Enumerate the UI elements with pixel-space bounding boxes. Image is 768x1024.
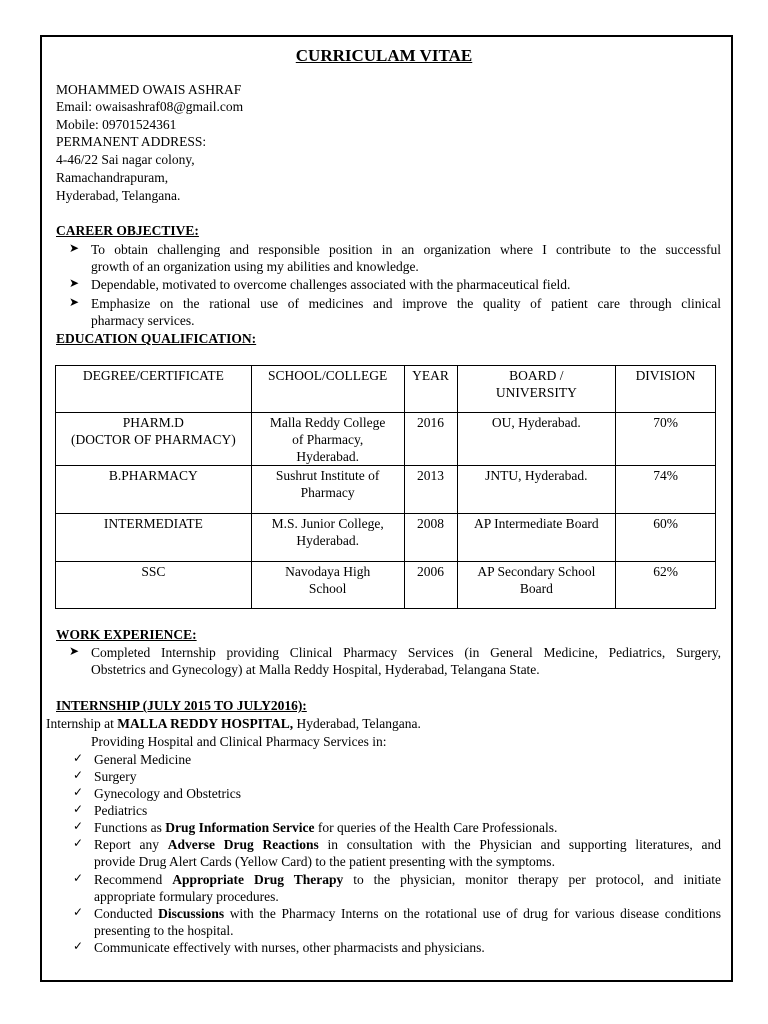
table-cell: [404, 562, 457, 609]
service-item: [94, 871, 721, 905]
hospital-name: MALLA REDDY HOSPITAL,: [117, 716, 294, 731]
arrow-bullet-icon: ➤: [69, 644, 80, 658]
work-item-line: Obstetrics and Gynecology) at Malla Reddy Hospital, Hyderabad, Telangana State.: [91, 662, 540, 677]
address-line: Hyderabad, Telangana.: [56, 188, 181, 203]
objective-item-line: To obtain challenging and responsible position in an organization where I contribute to the successful: [91, 242, 721, 257]
text-span: to the physician, monitor therapy per protocol, and initiate: [343, 872, 721, 887]
internship-heading: INTERNSHIP (JULY 2015 TO JULY2016):: [56, 698, 307, 713]
header-cell: [404, 366, 457, 413]
checkmark-icon: ✓: [73, 905, 84, 919]
arrow-bullet-icon: ➤: [69, 295, 80, 309]
cell-text: AP Intermediate Board: [473, 516, 599, 531]
service-item: Gynecology and Obstetrics: [94, 786, 241, 801]
service-item-line: [94, 871, 721, 888]
table-cell: [404, 413, 457, 466]
header-cell: [251, 366, 404, 413]
email-line: Email: owaisashraf08@gmail.com: [56, 99, 244, 114]
cell-text: AP Secondary School: [477, 564, 596, 579]
header-text: SCHOOL/COLLEGE: [268, 368, 388, 383]
header-text: DEGREE/CERTIFICATE: [82, 368, 224, 383]
objective-item: [91, 241, 721, 275]
header-text: YEAR: [412, 368, 449, 383]
header-cell: [56, 366, 252, 413]
document-title: CURRICULAM VITAE: [295, 46, 473, 65]
table-cell: [616, 514, 716, 562]
table-cell: [404, 466, 457, 514]
cell-text: OU, Hyderabad.: [491, 415, 581, 430]
service-item: [94, 819, 557, 836]
table-cell: [616, 562, 716, 609]
service-item: Pediatrics: [94, 803, 148, 818]
header-text: DIVISION: [635, 368, 696, 383]
cell-text: PHARM.D: [122, 415, 184, 430]
table-cell: [251, 562, 404, 609]
internship-location-line: [46, 715, 421, 732]
checkmark-icon: ✓: [73, 751, 84, 765]
table-cell: [251, 413, 404, 466]
table-cell: [56, 413, 252, 466]
education-heading: EDUCATION QUALIFICATION:: [56, 331, 257, 346]
service-item: [94, 905, 721, 939]
table-cell: [251, 466, 404, 514]
candidate-name: MOHAMMED OWAIS ASHRAF: [56, 82, 242, 97]
table-cell: [457, 413, 616, 466]
work-experience-heading: WORK EXPERIENCE:: [56, 627, 197, 642]
objective-item-line: Emphasize on the rational use of medicines and improve the quality of patient care through clinical: [91, 296, 721, 311]
bold-phrase: Adverse Drug Reactions: [167, 837, 319, 852]
address-label: PERMANENT ADDRESS:: [56, 134, 207, 149]
objective-item: [91, 295, 721, 329]
cell-text: (DOCTOR OF PHARMACY): [70, 432, 236, 447]
address-line: 4-46/22 Sai nagar colony,: [56, 152, 195, 167]
objective-item-line: growth of an organization using my abilities and knowledge.: [91, 259, 419, 274]
table-row: [56, 514, 716, 562]
cell-text: INTERMEDIATE: [103, 516, 203, 531]
cell-text: 70%: [653, 415, 678, 430]
internship-services-intro: Providing Hospital and Clinical Pharmacy Services in:: [91, 734, 387, 749]
table-cell: [56, 562, 252, 609]
mobile-line: Mobile: 09701524361: [56, 117, 177, 132]
service-item-line: appropriate formulary procedures.: [94, 889, 279, 904]
address-line: Ramachandrapuram,: [56, 170, 169, 185]
cell-text: Hyderabad.: [296, 533, 359, 548]
table-cell: [457, 562, 616, 609]
table-row: [56, 413, 716, 466]
service-item: Surgery: [94, 769, 137, 784]
checkmark-icon: ✓: [73, 785, 84, 799]
objective-item-line: pharmacy services.: [91, 313, 195, 328]
service-item-line: provide Drug Alert Cards (Yellow Card) to the patient presenting with the symptoms.: [94, 854, 555, 869]
service-item: Communicate effectively with nurses, other pharmacists and physicians.: [94, 940, 485, 955]
table-cell: [457, 514, 616, 562]
cell-text: of Pharmacy,: [292, 432, 364, 447]
text-span: Functions as: [94, 820, 166, 835]
work-item: [91, 644, 721, 678]
checkmark-icon: ✓: [73, 819, 84, 833]
cell-text: JNTU, Hyderabad.: [485, 468, 588, 483]
cell-text: Pharmacy: [300, 485, 355, 500]
text-span: Recommend: [94, 872, 173, 887]
arrow-bullet-icon: ➤: [69, 276, 80, 290]
cell-text: 74%: [653, 468, 678, 483]
text-span: with the Pharmacy Interns on the rotational use of drug for various disease conditions: [224, 906, 722, 921]
cell-text: 2013: [417, 468, 445, 483]
cell-text: 2006: [417, 564, 445, 579]
header-text: UNIVERSITY: [495, 385, 577, 400]
table-cell: [56, 514, 252, 562]
checkmark-icon: ✓: [73, 939, 84, 953]
cell-text: Hyderabad.: [296, 449, 359, 464]
cell-text: Malla Reddy College: [269, 415, 386, 430]
bold-phrase: Drug Information Service: [165, 820, 315, 835]
cell-text: Navodaya High: [285, 564, 371, 579]
text-span: for queries of the Health Care Professionals.: [314, 820, 558, 835]
objective-item-line: Dependable, motivated to overcome challenges associated with the pharmaceutical field.: [91, 277, 571, 292]
header-cell: [616, 366, 716, 413]
text-span: Hyderabad, Telangana.: [293, 716, 421, 731]
bold-phrase: Appropriate Drug Therapy: [172, 872, 344, 887]
table-cell: [616, 413, 716, 466]
service-item-line: [94, 905, 721, 922]
text-span: Report any: [94, 837, 168, 852]
table-cell: [404, 514, 457, 562]
table-header-row: [56, 366, 716, 413]
header-cell: [457, 366, 616, 413]
cell-text: 60%: [653, 516, 678, 531]
checkmark-icon: ✓: [73, 836, 84, 850]
cell-text: M.S. Junior College,: [271, 516, 384, 531]
text-span: Conducted: [94, 906, 159, 921]
cell-text: Board: [519, 581, 553, 596]
table-row: [56, 466, 716, 514]
text-span: in consultation with the Physician and supporting literatures, and: [318, 837, 721, 852]
bold-phrase: Discussions: [158, 906, 225, 921]
service-item-line: presenting to the hospital.: [94, 923, 234, 938]
text-span: Internship at: [46, 716, 118, 731]
cell-text: 2016: [417, 415, 445, 430]
work-item-line: Completed Internship providing Clinical Pharmacy Services (in General Medicine, Pediatrics, Surgery,: [91, 645, 721, 660]
objective-item: [91, 276, 721, 293]
checkmark-icon: ✓: [73, 768, 84, 782]
table-cell: [56, 466, 252, 514]
table-row: [56, 562, 716, 609]
table-cell: [457, 466, 616, 514]
education-table: [55, 365, 716, 609]
service-item: General Medicine: [94, 752, 192, 767]
header-text: BOARD /: [509, 368, 564, 383]
cell-text: 62%: [653, 564, 678, 579]
cell-text: 2008: [417, 516, 445, 531]
cell-text: Sushrut Institute of: [275, 468, 380, 483]
service-item-line: [94, 836, 721, 853]
checkmark-icon: ✓: [73, 802, 84, 816]
cell-text: SSC: [141, 564, 166, 579]
checkmark-icon: ✓: [73, 871, 84, 885]
arrow-bullet-icon: ➤: [69, 241, 80, 255]
service-item: [94, 836, 721, 870]
cell-text: B.PHARMACY: [108, 468, 198, 483]
table-cell: [251, 514, 404, 562]
career-objective-heading: CAREER OBJECTIVE:: [56, 223, 199, 238]
table-cell: [616, 466, 716, 514]
cell-text: School: [308, 581, 347, 596]
